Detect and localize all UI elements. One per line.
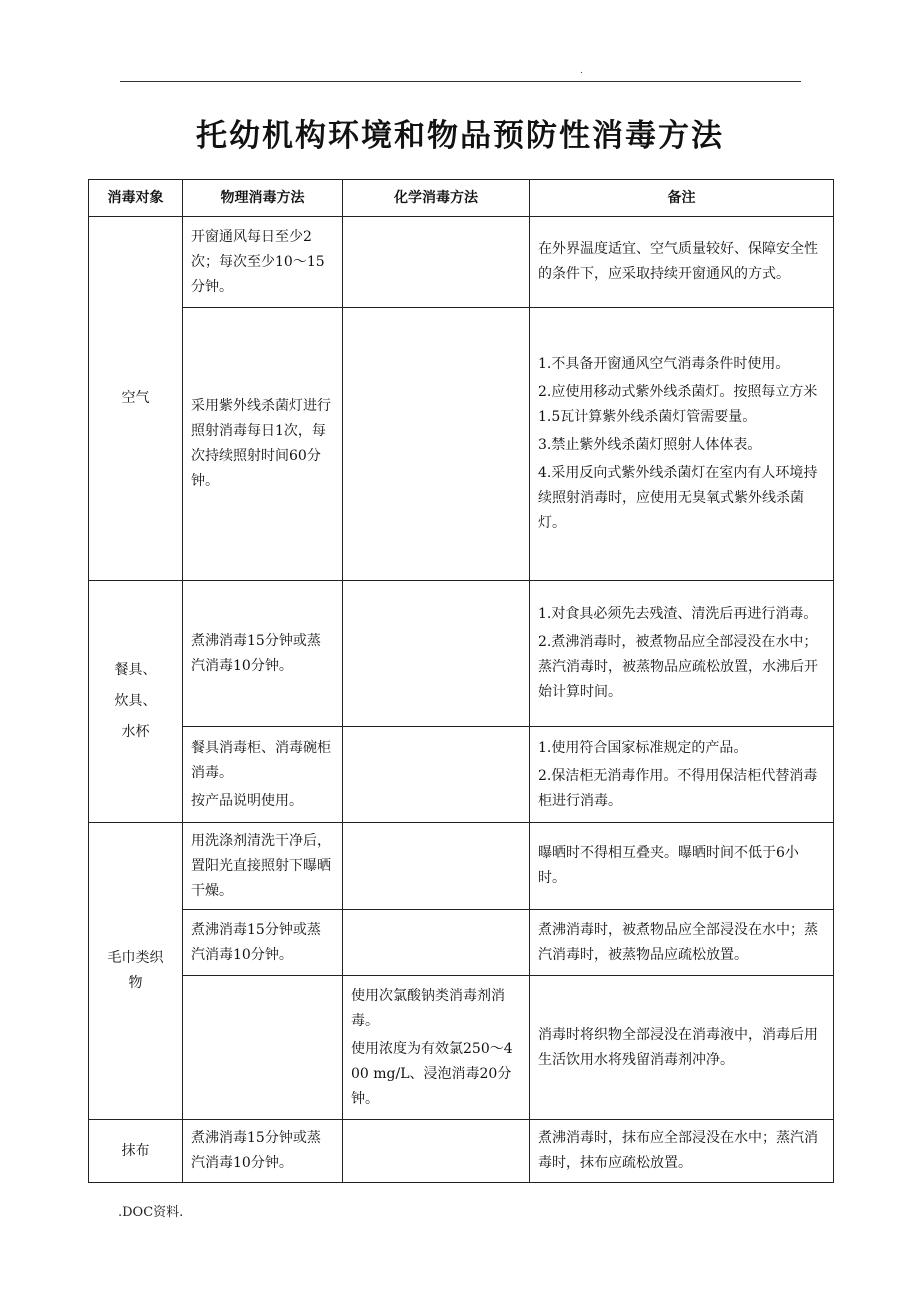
notes-cell: 1.对食具必须先去残渣、清洗后再进行消毒。 2.煮沸消毒时，被煮物品应全部浸没在水中；蒸汽消毒时，被蒸物品应疏松放置，水沸后开始计算时间。 [530, 581, 834, 727]
notes-cell: 消毒时将织物全部浸没在消毒液中，消毒后用生活饮用水将残留消毒剂冲净。 [530, 976, 834, 1120]
table-row [89, 976, 834, 1120]
chemical-cell [343, 823, 530, 910]
physical-cell [183, 976, 343, 1120]
chemical-cell: 使用次氯酸钠类消毒剂消毒。 使用浓度为有效氯250～400 mg/L、浸泡消毒20分钟。 [343, 976, 530, 1120]
table-row [89, 1120, 834, 1183]
table-row [89, 727, 834, 823]
table-row [89, 217, 834, 308]
object-cell-tableware: 餐具、 炊具、 水杯 [89, 581, 183, 823]
notes-cell: 曝晒时不得相互叠夹。曝晒时间不低于6小时。 [530, 823, 834, 910]
table-row [89, 910, 834, 976]
physical-cell: 用洗涤剂清洗干净后，置阳光直接照射下曝晒干燥。 [183, 823, 343, 910]
chemical-cell [343, 308, 530, 581]
notes-cell: 在外界温度适宜、空气质量较好、保障安全性的条件下，应采取持续开窗通风的方式。 [530, 217, 834, 308]
physical-cell: 煮沸消毒15分钟或蒸汽消毒10分钟。 [183, 581, 343, 727]
page-footer: .DOC资料. [118, 1205, 184, 1220]
disinfection-table [88, 179, 834, 1183]
page-title: 托幼机构环境和物品预防性消毒方法 [196, 118, 724, 154]
notes-cell: 煮沸消毒时，被煮物品应全部浸没在水中；蒸汽消毒时，被蒸物品应疏松放置。 [530, 910, 834, 976]
header-physical: 物理消毒方法 [183, 180, 343, 217]
table-header-row [89, 180, 834, 217]
physical-cell: 采用紫外线杀菌灯进行照射消毒每日1次，每次持续照射时间60分钟。 [183, 308, 343, 581]
physical-cell: 餐具消毒柜、消毒碗柜消毒。 按产品说明使用。 [183, 727, 343, 823]
object-cell-towels: 毛巾类织 物 [89, 823, 183, 1120]
chemical-cell [343, 581, 530, 727]
header-object: 消毒对象 [89, 180, 183, 217]
table-row [89, 581, 834, 727]
header-rule [120, 81, 801, 82]
physical-cell: 开窗通风每日至少2次；每次至少10～15分钟。 [183, 217, 343, 308]
object-cell-cloth: 抹布 [89, 1120, 183, 1183]
chemical-cell [343, 910, 530, 976]
table-row [89, 823, 834, 910]
physical-cell: 煮沸消毒15分钟或蒸汽消毒10分钟。 [183, 910, 343, 976]
header-chemical: 化学消毒方法 [343, 180, 530, 217]
chemical-cell [343, 727, 530, 823]
chemical-cell [343, 1120, 530, 1183]
object-cell-air: 空气 [89, 217, 183, 581]
header-notes: 备注 [530, 180, 834, 217]
header-dot: . [580, 66, 583, 76]
chemical-cell [343, 217, 530, 308]
notes-cell: 1.不具备开窗通风空气消毒条件时使用。 2.应使用移动式紫外线杀菌灯。按照每立方米1.5瓦计算紫外线杀菌灯管需要量。 3.禁止紫外线杀菌灯照射人体体表。 4.采用反向式紫外线杀菌灯在室内有人环境持续照射消毒时，应使用无臭氧式紫外线杀菌灯。 [530, 308, 834, 581]
notes-cell: 1.使用符合国家标准规定的产品。 2.保洁柜无消毒作用。不得用保洁柜代替消毒柜进行消毒。 [530, 727, 834, 823]
physical-cell: 煮沸消毒15分钟或蒸汽消毒10分钟。 [183, 1120, 343, 1183]
table-row [89, 308, 834, 581]
notes-cell: 煮沸消毒时，抹布应全部浸没在水中；蒸汽消毒时，抹布应疏松放置。 [530, 1120, 834, 1183]
